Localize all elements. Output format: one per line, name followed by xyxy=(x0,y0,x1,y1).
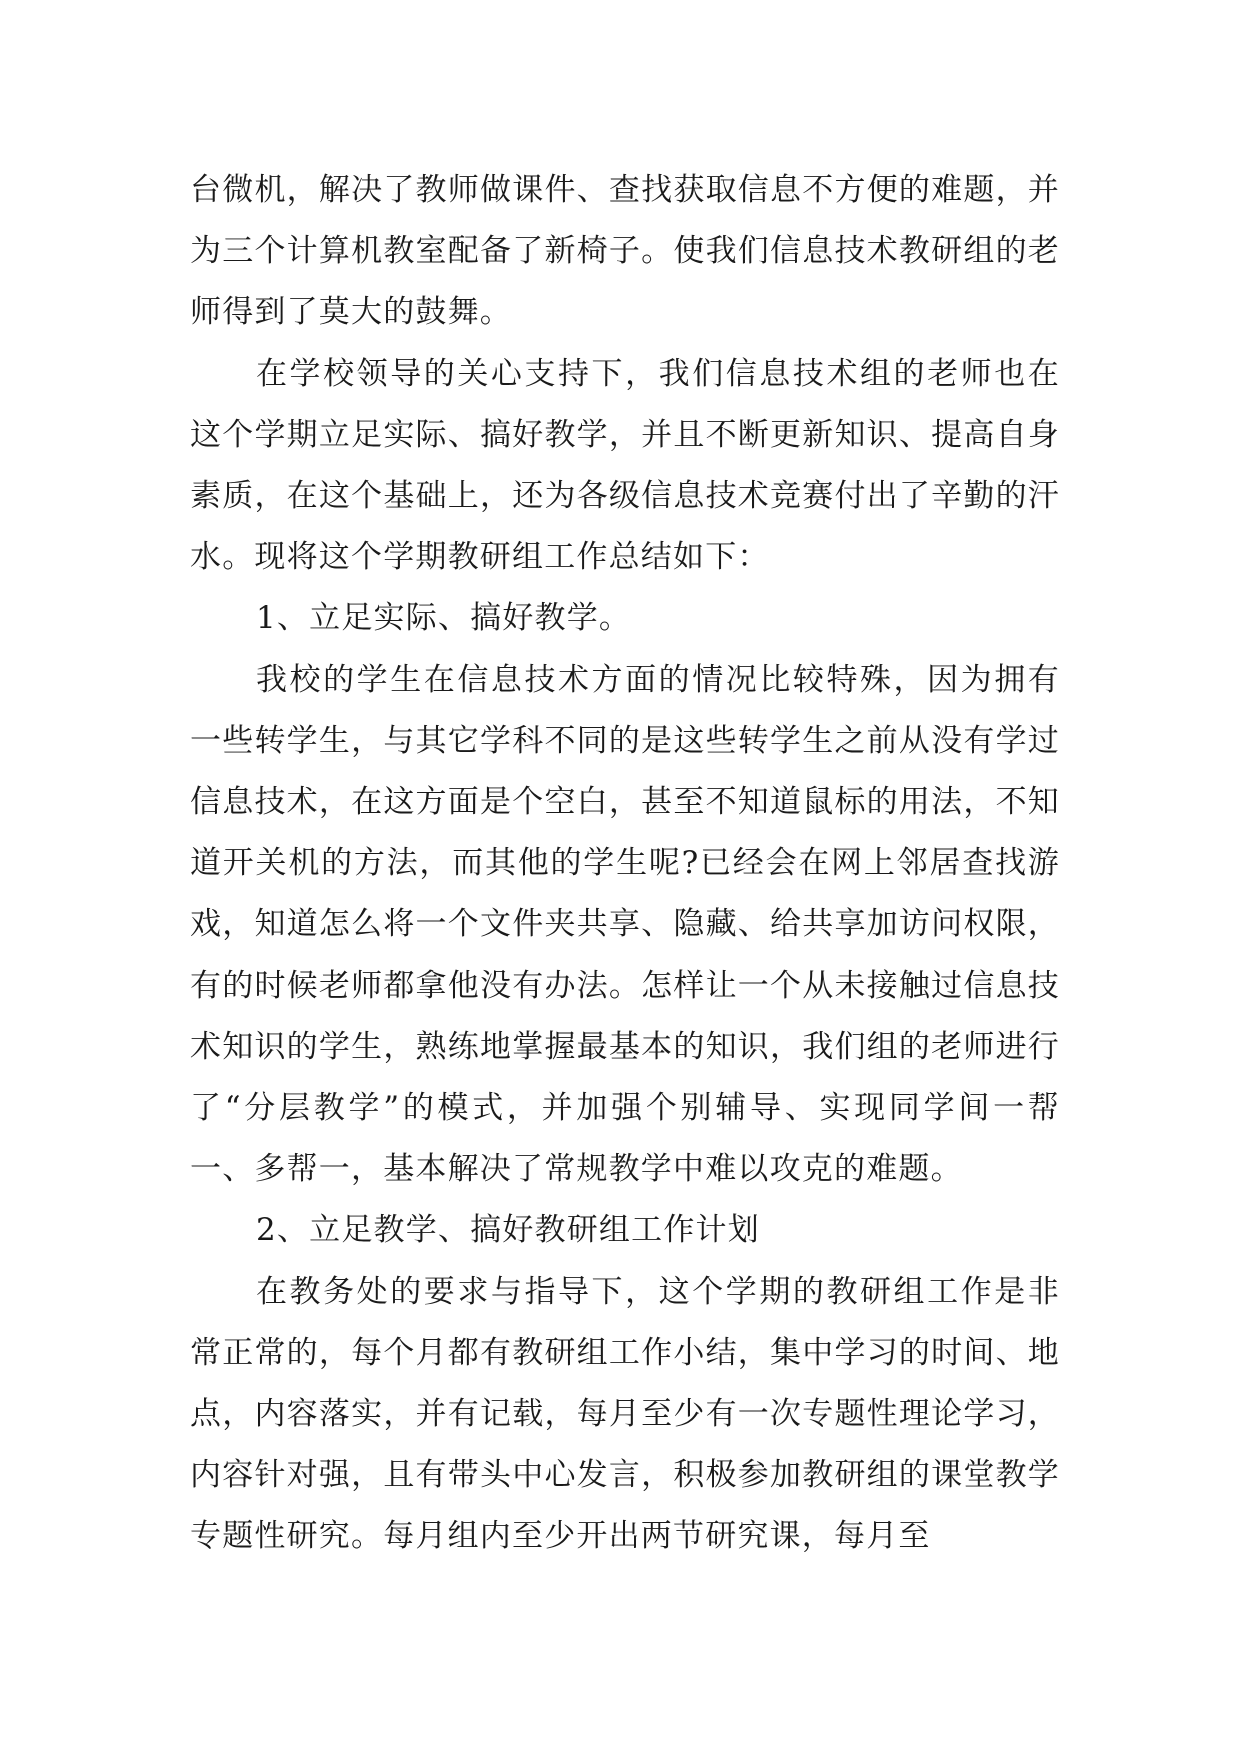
paragraph-2: 在学校领导的关心支持下，我们信息技术组的老师也在这个学期立足实际、搞好教学，并且不断更新知识、提高自身素质，在这个基础上，还为各级信息技术竞赛付出了辛勤的汗水。现将这个学期教研组工作总结如下： xyxy=(190,355,1060,576)
section-heading-2: 2、立足教学、搞好教研组工作计划 xyxy=(256,1212,760,1249)
paragraph-4: 在教务处的要求与指导下，这个学期的教研组工作是非常正常的，每个月都有教研组工作小结，集中学习的时间、地点，内容落实，并有记载，每月至少有一次专题性理论学习，内容针对强，且有带头中心发言，积极参加教研组的课堂教学专题性研究。每月组内至少开出两节研究课，每月至 xyxy=(190,1273,1060,1555)
section-heading-1: 1、立足实际、搞好教学。 xyxy=(256,600,632,637)
body-text xyxy=(190,160,1060,1568)
paragraph-3: 我校的学生在信息技术方面的情况比较特殊，因为拥有一些转学生，与其它学科不同的是这些转学生之前从没有学过信息技术，在这方面是个空白，甚至不知道鼠标的用法，不知道开关机的方法，而其他的学生呢?已经会在网上邻居查找游戏，知道怎么将一个文件夹共享、隐藏、给共享加访问权限，有的时候老师都拿他没有办法。怎样让一个从未接触过信息技术知识的学生，熟练地掌握最基本的知识，我们组的老师进行了“分层教学”的模式，并加强个别辅导、实现同学间一帮一、多帮一，基本解决了常规教学中难以攻克的难题。 xyxy=(190,661,1060,1188)
paragraph-1: 台微机，解决了教师做课件、查找获取信息不方便的难题，并为三个计算机教室配备了新椅子。使我们信息技术教研组的老师得到了莫大的鼓舞。 xyxy=(190,172,1060,331)
